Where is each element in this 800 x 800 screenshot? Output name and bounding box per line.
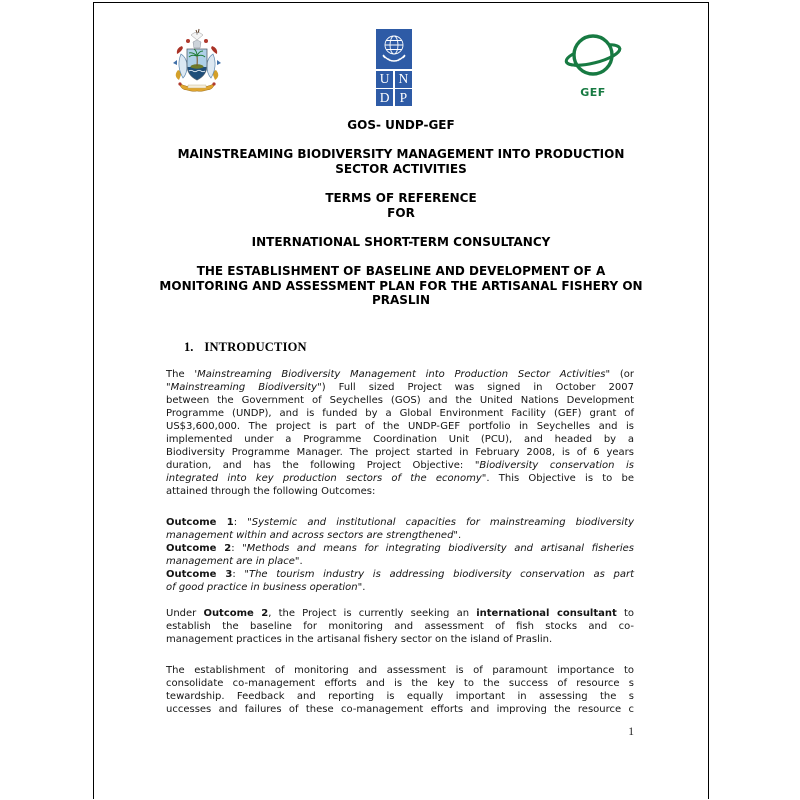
paragraph [166, 368, 634, 498]
title-line: TERMS OF REFERENCE [325, 190, 477, 205]
text-run: ) Full sized Project was signed in October 2007 [321, 382, 634, 393]
text-run: international consultant [476, 608, 617, 619]
page-number: 1 [628, 726, 634, 738]
undp-letter-grid [376, 69, 412, 106]
text-run: : [233, 517, 248, 528]
text-run: Mainstreaming Biodiversity Management into Production Sector Activities [197, 369, 606, 380]
text-run: Outcome 2 [203, 608, 269, 619]
gef-label: GEF [580, 86, 606, 99]
title-line [94, 133, 708, 148]
text-run: . [299, 556, 303, 567]
text-run: management within and across sectors are strengthened" [166, 530, 459, 541]
text-line [166, 394, 634, 407]
title-line: SECTOR ACTIVITIES [335, 161, 467, 176]
text-line [166, 368, 634, 381]
text-line [166, 420, 634, 433]
text-run: Programme (UNDP), and is funded by a Global Environment Facility (GEF) grant of [166, 408, 634, 419]
text-run: "Methods and means for integrating biodiversity and artisanal fisheries [242, 543, 634, 554]
text-run: : [232, 569, 245, 580]
seychelles-coat-of-arms-icon [168, 25, 226, 103]
section-number: 1. [184, 340, 194, 354]
text-run: between the Government of Seychelles (GOS) and the United Nations Development [166, 395, 634, 406]
text-run: Under [166, 608, 204, 619]
text-run: "Biodiversity conservation is [474, 460, 634, 471]
text-run: implemented under a Programme Coordination Unit (PCU), and headed by a [166, 434, 634, 445]
text-run: US$3,600,000. The project is part of the UNDP-GEF portfolio in Seychelles and is [166, 421, 634, 432]
title-line: FOR [387, 205, 415, 220]
text-line [166, 446, 634, 459]
text-run: "Systemic and institutional capacities for mainstreaming biodiversity [247, 517, 634, 528]
un-emblem-icon [376, 29, 412, 69]
text-run: The ' [166, 369, 198, 380]
text-line [166, 664, 634, 677]
text-run: of good practice in business operation" [166, 582, 363, 593]
text-run: management practices in the artisanal fishery sector on the island of Praslin. [166, 634, 553, 645]
text-run: Biodiversity Programme Manager. The project started in February 2008, is of 6 years [166, 447, 634, 458]
text-run: Outcome 3 [166, 569, 233, 580]
paragraph [166, 664, 634, 716]
title-line: MAINSTREAMING BIODIVERSITY MANAGEMENT INTO PRODUCTION [177, 147, 625, 162]
text-run: Outcome 1 [166, 517, 234, 528]
text-run: Outcome 2 [166, 543, 232, 554]
text-run: tewardship. Feedback and reporting is equally important in assessing the s [166, 691, 634, 702]
text-line [166, 433, 634, 446]
text-run: " (or [605, 369, 634, 380]
text-run: to [616, 608, 634, 619]
title-line [94, 176, 708, 191]
title-line: INTERNATIONAL SHORT-TERM CONSULTANCY [251, 234, 551, 249]
document-title-block [94, 118, 708, 308]
text-run: management are in place" [166, 556, 300, 567]
text-line [166, 633, 634, 646]
section-title: INTRODUCTION [204, 340, 307, 354]
text-line [166, 529, 634, 542]
text-run: consolidate co-management efforts and is the key to the success of resource s [166, 678, 634, 689]
text-line [166, 581, 634, 594]
text-line [166, 690, 634, 703]
text-line [166, 407, 634, 420]
title-line: THE ESTABLISHMENT OF BASELINE AND DEVELOPMENT OF A [196, 263, 606, 278]
text-run: . [458, 530, 462, 541]
text-line [166, 677, 634, 690]
undp-logo [376, 29, 412, 106]
text-run: integrated into key production sectors of the economy" [166, 473, 487, 484]
undp-letter: D [376, 89, 393, 106]
undp-letter: U [376, 71, 393, 88]
section-heading [184, 340, 307, 355]
text-run: attained through the following Outcomes: [166, 486, 376, 497]
text-run: duration, and has the following Project Objective: [166, 460, 475, 471]
text-line [166, 485, 634, 498]
title-line [94, 220, 708, 235]
text-run: : [231, 543, 243, 554]
paragraph [166, 607, 634, 646]
text-line [166, 459, 634, 472]
title-line: MONITORING AND ASSESSMENT PLAN FOR THE ARTISANAL FISHERY ON [159, 278, 643, 293]
text-run: "Mainstreaming Biodiversity" [166, 382, 322, 393]
text-run: , the Project is currently seeking an [268, 608, 477, 619]
document-page [93, 2, 709, 799]
text-run: The establishment of monitoring and assessment is of paramount importance to [166, 665, 634, 676]
text-run: . [362, 582, 366, 593]
title-line: GOS- UNDP-GEF [347, 118, 455, 132]
gef-logo [564, 31, 622, 99]
text-run: uccesses and failures of these co-management efforts and improving the resource c [166, 704, 634, 715]
text-line [166, 516, 634, 529]
text-run: . This Objective is to be [486, 473, 634, 484]
title-line [94, 249, 708, 264]
title-line: PRASLIN [371, 293, 431, 308]
text-line [166, 703, 634, 716]
text-line [166, 607, 634, 620]
text-line [166, 472, 634, 485]
text-line [166, 542, 634, 555]
text-run: establish the baseline for monitoring and assessment of fish stocks and co- [166, 621, 634, 632]
text-run: "The tourism industry is addressing biodiversity conservation as part [244, 569, 634, 580]
text-line [166, 568, 634, 581]
undp-letter: N [395, 71, 412, 88]
text-line [166, 555, 634, 568]
undp-letter: P [395, 89, 412, 106]
text-line [166, 620, 634, 633]
gef-globe-icon [564, 31, 622, 81]
text-line [166, 381, 634, 394]
paragraph [166, 516, 634, 594]
